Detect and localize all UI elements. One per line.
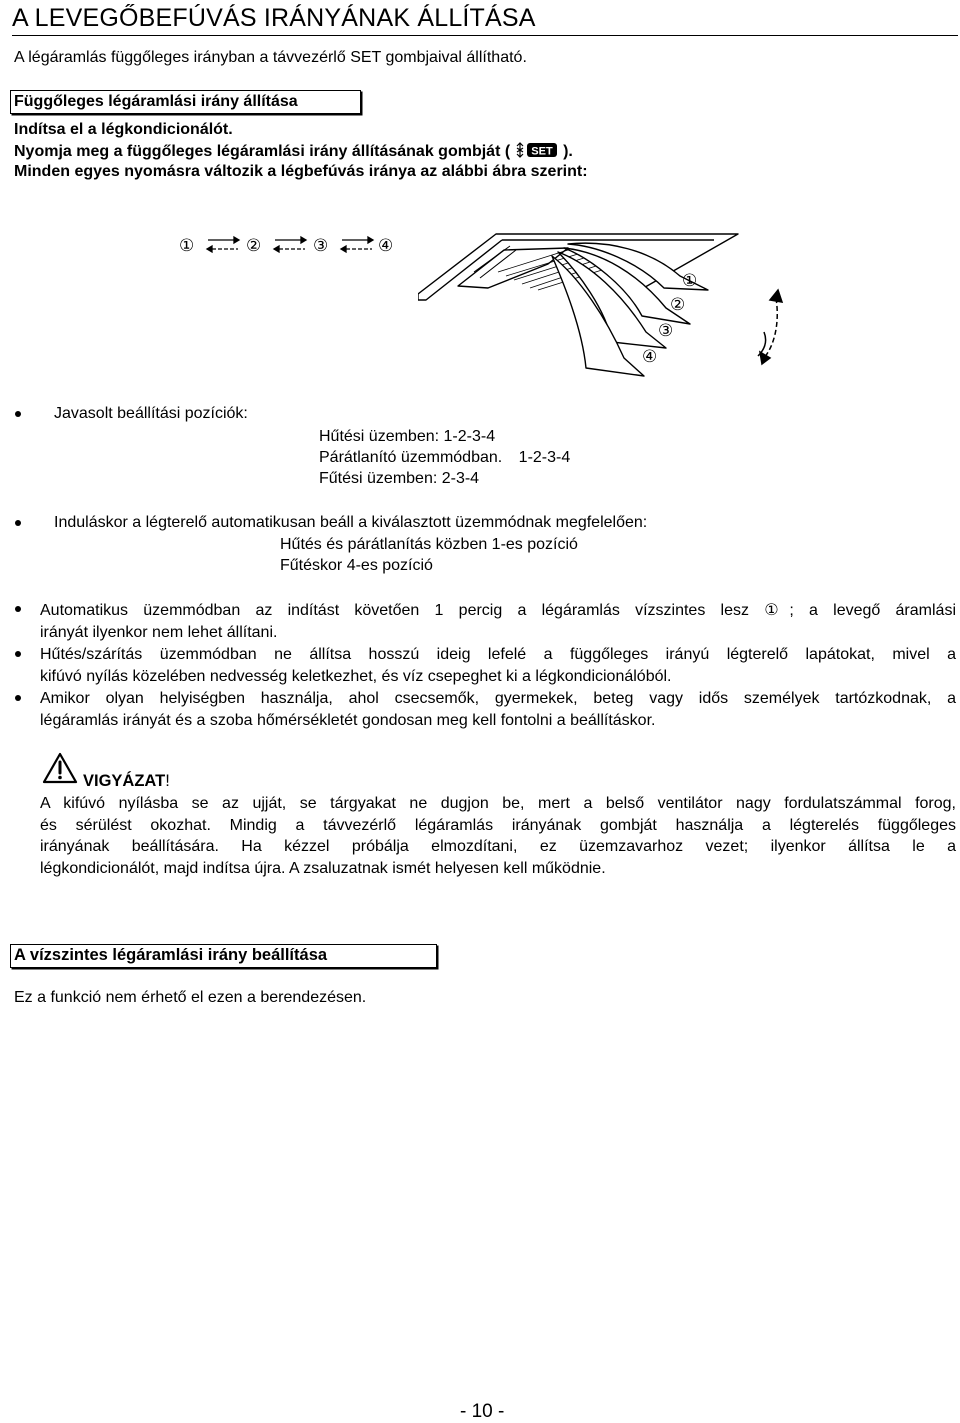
bullet-dot: [15, 411, 21, 417]
intro-text: A légáramlás függőleges irányban a távvezérlő SET gombjaival állítható.: [14, 49, 527, 66]
step-press-text: Nyomja meg a függőleges légáramlási irány állításának gombját (: [14, 143, 511, 160]
warning-line-1: A kifúvó nyílásba se az ujját, se tárgyakat ne dugjon be, mert a belső ventilátor nagy fordulatszámmal forog,: [40, 795, 956, 812]
bullet-dot: [15, 520, 21, 526]
dehumid-value: 1-2-3-4: [518, 449, 571, 466]
set-button-label: SET: [530, 145, 553, 158]
vertical-section-heading: Függőleges légáramlási irány állítása: [10, 90, 361, 114]
recommended-cooling: Hűtési üzemben: 1-2-3-4: [319, 428, 496, 445]
recommended-dehumidifying: [319, 448, 570, 468]
horizontal-position-symbol: ①: [764, 600, 790, 619]
room-note: [40, 688, 956, 731]
horizontal-section-text: Ez a funkció nem érhető el ezen a berendezésen.: [14, 989, 367, 1006]
flap-label-3: ③: [658, 321, 674, 341]
recommended-label: Javasolt beállítási pozíciók:: [54, 405, 248, 422]
sequence-position-1: ①: [179, 236, 195, 256]
horizontal-section-heading: A vízszintes légáramlási irány beállítása: [10, 944, 437, 968]
bullet-dot: [15, 651, 21, 657]
flap-label-2: ②: [670, 295, 686, 315]
page-number: - 10 -: [460, 1401, 505, 1422]
warning-text: [40, 793, 956, 879]
room-note-line-1: Amikor olyan helyiségben használja, ahol csecsemők, gyermekek, beteg vagy idős személyek tartózkodnak, a: [40, 690, 956, 707]
set-button-icon: [515, 141, 559, 159]
recommended-heating: Fűtési üzemben: 2-3-4: [319, 470, 480, 487]
room-note-line-2: légáramlás irányát és a szoba hőmérsékletét gondosan meg kell fontolni a beállításkor.: [40, 711, 656, 729]
bullet-dot: [15, 695, 21, 701]
step-press-close: ).: [563, 143, 573, 160]
step-press-button: [14, 141, 573, 162]
sequence-position-3: ③: [313, 236, 329, 256]
bullet-dot: [15, 606, 21, 612]
position-sequence-diagram: [178, 232, 400, 258]
cooling-note-line-2: kifúvó nyílás közelében nedvesség keletkezhet, és víz csepeghet ki a légkondicionálóból.: [40, 667, 672, 685]
cooling-note: [40, 644, 956, 687]
step-start: Indítsa el a légkondicionálót.: [14, 121, 233, 138]
auto-mode-line-1: Automatikus üzemmódban az indítást követően 1 percig a légáramlás vízszintes lesz ①; a levegő áramlási: [40, 600, 956, 619]
warning-title: VIGYÁZAT!: [83, 772, 170, 790]
auto-mode-line-2: irányát ilyenkor nem lehet állítani.: [40, 623, 278, 641]
startup-heating-position: Fűtéskor 4-es pozíció: [280, 557, 433, 574]
flap-label-4: ④: [642, 347, 658, 367]
cooling-note-line-1: Hűtés/szárítás üzemmódban ne állítsa hosszú ideig lefelé a függőleges irányú légterelő lapátokat, mivel a: [40, 646, 956, 663]
auto-mode-note: [40, 599, 956, 643]
startup-cooling-position: Hűtés és párátlanítás közben 1-es pozíció: [280, 536, 578, 553]
startup-text: Induláskor a légterelő automatikusan beáll a kiválasztott üzemmódnak megfelelően:: [54, 514, 648, 531]
warning-line-2: és sérülést okozhat. Mindig a távvezérlő légáramlás irányának gombját használja a légterelés függőleges: [40, 816, 956, 834]
sequence-position-4: ④: [378, 236, 394, 256]
dehumid-label: Párátlanító üzemmódban.: [319, 449, 503, 466]
warning-line-4: légkondicionálót, majd indítsa újra. A zsaluzatnak ismét helyesen kell működnie.: [40, 859, 606, 877]
warning-icon: [42, 752, 78, 784]
flap-label-1: ①: [682, 271, 698, 291]
airflow-illustration: [418, 228, 798, 380]
title-underline: [12, 35, 958, 36]
warning-line-3: irányának beállítására. Ha kézzel próbálja elmozdítani, ez üzemzavarhoz vezet; ilyenkor állítsa le a: [40, 838, 956, 855]
page-title: A LEVEGŐBEFÚVÁS IRÁNYÁNAK ÁLLÍTÁSA: [12, 4, 536, 32]
sequence-position-2: ②: [246, 236, 262, 256]
step-each-press: Minden egyes nyomásra változik a légbefúvás iránya az alábbi ábra szerint:: [14, 163, 588, 180]
